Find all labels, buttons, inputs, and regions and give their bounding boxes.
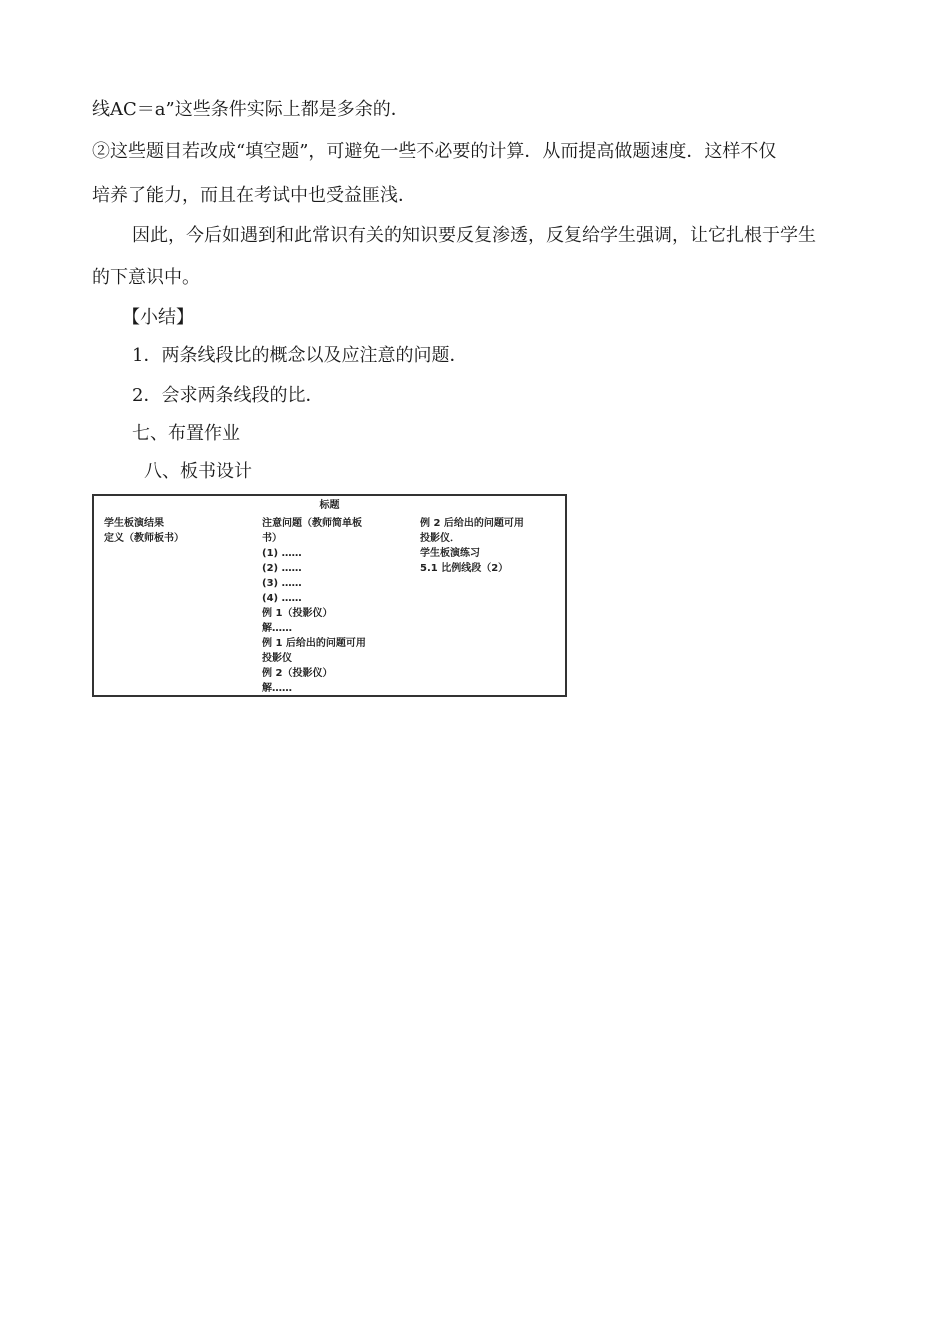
board-text: (3) ……	[262, 578, 302, 589]
paragraph-line: ②这些题目若改成“填空题”，可避免一些不必要的计算．从而提高做题速度．这样不仅	[92, 141, 777, 162]
board-text: 例 2（投影仪）	[262, 668, 333, 679]
board-text: 解……	[262, 623, 292, 634]
paragraph-line: 因此，今后如遇到和此常识有关的知识要反复渗透，反复给学生强调，让它扎根于学生	[132, 225, 816, 246]
board-left-column	[104, 516, 184, 546]
board-text: 注意问题（教师简单板	[262, 518, 362, 529]
board-text: (2) ……	[262, 563, 302, 574]
board-text: 解……	[262, 683, 292, 694]
board-title: 标题	[319, 500, 340, 511]
section-heading-homework: 七、布置作业	[132, 423, 240, 444]
board-text: 例 1 后给出的问题可用	[262, 638, 366, 649]
board-text: 定义（教师板书）	[104, 533, 184, 544]
summary-heading: 【小结】	[122, 307, 194, 328]
board-text: 投影仪	[262, 653, 292, 664]
board-text: 学生板演结果	[104, 518, 164, 529]
board-text: (4) ……	[262, 593, 302, 604]
paragraph-line: 的下意识中。	[92, 267, 200, 288]
board-design-figure	[92, 494, 567, 697]
board-right-column	[420, 516, 524, 576]
board-middle-column	[262, 516, 366, 696]
board-text: 5.1 比例线段（2）	[420, 563, 509, 574]
section-heading-board-design: 八、板书设计	[144, 461, 252, 482]
board-text: 例 1（投影仪）	[262, 608, 333, 619]
paragraph-line: 培养了能力，而且在考试中也受益匪浅．	[92, 185, 416, 206]
board-text: 学生板演练习	[420, 548, 480, 559]
board-text: 书）	[262, 533, 282, 544]
paragraph-line: 线AC＝a”这些条件实际上都是多余的．	[92, 99, 409, 120]
board-text: 例 2 后给出的问题可用	[420, 518, 524, 529]
summary-item: 1．两条线段比的概念以及应注意的问题．	[132, 345, 468, 366]
summary-item: 2．会求两条线段的比．	[132, 385, 324, 406]
board-text: 投影仪．	[420, 533, 460, 544]
board-text: (1) ……	[262, 548, 302, 559]
